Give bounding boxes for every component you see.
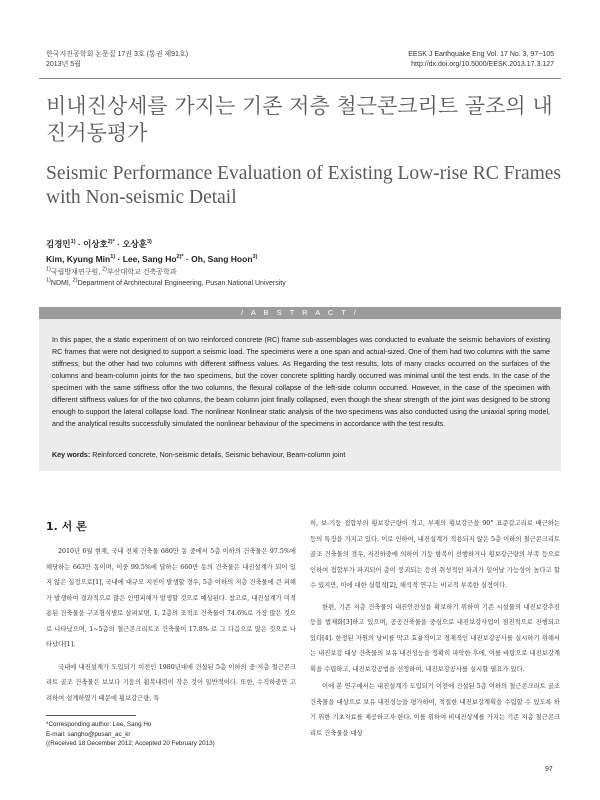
affil-text: Department of Architectural Engineering, Pusan National University xyxy=(77,280,286,287)
affil-mark: 1) xyxy=(46,266,51,273)
author-name: Lee, Sang Ho xyxy=(122,254,177,264)
abstract-label: / A B S T R A C T / xyxy=(39,307,561,319)
footnote-rule xyxy=(46,715,136,716)
keywords-label: Key words: xyxy=(52,451,91,459)
paragraph: 국내에 내진설계가 도입되기 이전인 1980년대에 건설된 5층 이하의 중·저층 철근콘크리트 골조 건축물은 보보다 기둥의 휨복내력이 작은 것이 일반적이다. 또한, 수직하중만 고려하여 설계하였기 때문에 횡보강근량, 특 xyxy=(46,663,296,702)
author-affil-mark: 2)* xyxy=(176,254,184,261)
author-affil-mark: 3) xyxy=(146,239,152,246)
section-heading-introduction: 1. 서 론 xyxy=(46,520,87,533)
journal-date-ko: 2013년 5월 xyxy=(46,61,81,68)
corresponding-author: *Corresponding author: Lee, Sang Ho xyxy=(46,721,152,728)
author-name: 오상훈 xyxy=(122,239,147,249)
keywords-list: Reinforced concrete, Non-seismic details, Seismic behaviour, Beam-column joint xyxy=(92,451,346,459)
author-name: Oh, Sang Hoon xyxy=(191,254,253,264)
author-affil-mark: 2)* xyxy=(107,239,115,246)
author-affil-mark: 1) xyxy=(70,239,76,246)
affil-mark: 2) xyxy=(102,266,108,273)
author-separator: · xyxy=(114,239,123,249)
journal-name-ko: 한국지진공학회 논문집 17권 3호 (통권 제91호) xyxy=(46,51,189,58)
received-accepted: ((Received 18 December 2012; Accepted 20 February 2013) xyxy=(46,740,215,747)
authors-en xyxy=(46,253,257,265)
paragraph: 이에 본 연구에서는 내진설계가 도입되기 이전에 건설된 5층 이하의 철근콘크리트 골조 건축물을 대상으로 보유 내진성능을 평가하여, 적절한 내진보강계획을 수립할 수 있도록 하기 위한 기초자료를 제공하고자 한다. 이를 위하여 비내진상세를 가지는 기존 저층 철근콘크리트 건축물을 대상 xyxy=(310,683,560,737)
author-separator: · xyxy=(75,239,84,249)
abstract-text: In this paper, the a static experiment of on two reinforced concrete (RC) frame sub-assemblages was conducted to evaluate the seismic behaviors of existing RC frames that were not designed to support a seismic load. The specimens were a one span and actual-sized. One of them had two columns with the same stiffness, but the other had two columns with different stiffness values. As Regarding the test results, lots of many cracks occurred on the surfaces of the columns and beam-column joints for the two specimens, but the cover concrete splitting hardly occurred was minimal until the test ends. In the case of the specimen with the same stiffness offor the two columns, the flexural collapse of the left-side column occurred. However, in the case of the specimen with different stiffness values for of the two columns, the beam column joint finally collapsed, even though the shear strength of the joint was designed to be strong enough to support the lateral collapse load. The nonlinear Nonlinear static analysis of the two specimens was also conducted using the uniaxial spring model, and the analytical results successfully simulated the nonlinear behaviour of the specimens in accordance with the test results. xyxy=(52,336,550,428)
keywords xyxy=(52,450,550,460)
affil-mark: 2) xyxy=(72,277,78,284)
journal-header-left xyxy=(46,50,188,70)
author-name: 이상호 xyxy=(83,239,108,249)
author-separator: · xyxy=(115,254,123,264)
author-affil-mark: 3) xyxy=(252,254,258,261)
author-affil-mark: 1) xyxy=(110,254,116,261)
author-name: Kim, Kyung Min xyxy=(46,254,111,264)
author-email[interactable]: E-mail: sangho@pusan_ac_kr xyxy=(46,730,131,738)
paragraph: 한편, 기존 저층 건축물의 내진안전성을 확보하기 위하여 기존 시설물의 내진보강추진 등을 법제화[3]하고 있으며, 공공건축물을 중심으로 내진보강사업이 점진적으로 진행되고 있다[4]. 한정된 자원의 낭비를 막고 효율적이고 경제적인 내진보강공사를 실시하기 위해서는 내진보강 대상 건축물의 보유 내진성능을 정확히 파악한 후에, 이를 바탕으로 내진보강계획을 수립하고, 내진보강공법을 선정하여, 내진보강공사를 실시할 필요가 있다. xyxy=(310,603,560,673)
body-column-left xyxy=(46,544,296,706)
authors-ko xyxy=(46,238,152,250)
affiliation-ko xyxy=(46,268,177,278)
paragraph: 히, 보-기둥 접합부의 횡보강근량이 적고, 부재의 횡보강근을 90° 표준갈고리로 배근하는 등의 특징을 가지고 있다. 이로 인하여, 내진설계가 적용되지 않은 5층 이하의 철근콘크리트 골조 건축물의 경우, 지진하중에 의하여 기둥 항복이 선행하거나 횡보강근량의 부족 등으로 인하여 접합부가 파괴되어 층이 붕괴되는 등의 취성적인 파괴가 일어날 가능성이 높다고 할 수 있지만, 이에 대한 실험적[2], 해석적 연구는 비교적 부족한 실정이다. xyxy=(310,520,560,589)
page-number: 97 xyxy=(545,766,553,773)
doi-link[interactable]: http://dx.doi.org/10.5000/EESK.2013.17.3.127 xyxy=(411,61,554,68)
author-separator: · xyxy=(183,254,192,264)
paper-title-en: Seismic Performance Evaluation of Existing Low-rise RC Frames with Non-seismic Detail xyxy=(46,163,562,208)
journal-citation: EESK J Earthquake Eng Vol. 17 No. 3, 97~105 xyxy=(408,51,554,58)
footnote xyxy=(46,720,215,749)
affil-mark: 1) xyxy=(46,277,51,284)
affil-text: NDMI, xyxy=(50,280,73,287)
affiliation-en xyxy=(46,279,286,289)
paper-title-ko: 비내진상세를 가지는 기존 저층 철근콘크리트 골조의 내진거동평가 xyxy=(46,94,553,145)
body-column-right xyxy=(310,516,560,741)
affil-text: 국립방재연구원, xyxy=(50,269,103,276)
paragraph: 2010년 6월 현재, 국내 전체 건축물 680만 동 중에서 5층 이하의 건축물은 97.5%에 해당하는 663만 동이며, 이중 99.5%에 달하는 660만 동의 건축물은 내진설계가 되어 있지 않은 실정으로[1], 국내에 대규모 지진이 발생할 경우, 5층 이하의 저층 건축물에 큰 피해가 발생하여 결과적으로 많은 인명피해가 발생할 것으로 예상된다. 참고로, 내진설계가 미적용된 건축물을 구조형식별로 살펴보면, 1, 2층의 조적조 건축물이 74.6%로 가장 많은 것으로 나타났으며, 1~5층의 철근콘크리트조 건축물이 17.8% 로 그 다음으로 많은 것으로 나타났다[1]. xyxy=(46,548,296,648)
affil-text: 부산대학교 건축공학과 xyxy=(107,269,177,276)
journal-header-right xyxy=(330,50,554,70)
author-name: 김경민 xyxy=(46,239,71,249)
header-rule xyxy=(39,78,561,79)
